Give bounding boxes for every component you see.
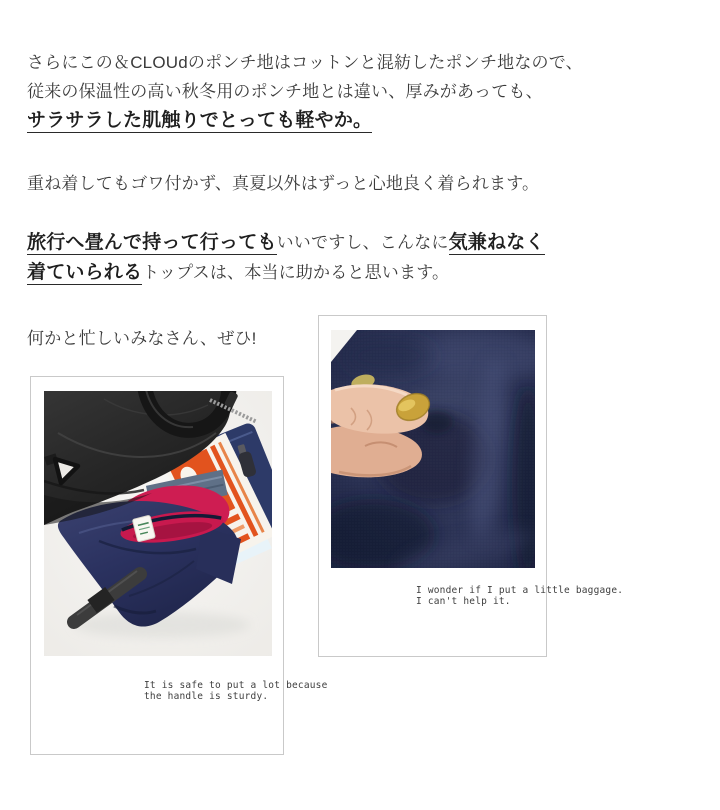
backpack-illustration (44, 391, 272, 656)
caption-line-2: the handle is sturdy. (144, 691, 269, 702)
caption-line-1: It is safe to put a lot because (144, 680, 328, 691)
paragraph-travel (27, 228, 545, 288)
paragraph-closing: 何かと忙しいみなさん、ぜひ! (27, 329, 257, 348)
emphasized-underlined-text: 気兼ねなく (448, 232, 545, 253)
paragraph-layering: 重ね着してもゴワ付かず、真夏以外はずっと心地良く着られます。 (27, 174, 540, 193)
regular-text: いいですし、こんなに (276, 233, 449, 252)
text-line-1 (27, 228, 545, 258)
photo-caption-right (416, 585, 623, 607)
photo-card-backpack (30, 376, 328, 755)
text-line-2 (27, 258, 545, 288)
text-line-2: 従来の保温性の高い秋冬用のポンチ地とは違い、厚みがあっても、 (27, 82, 543, 101)
photo-caption-left (144, 680, 328, 702)
fabric-pinch-photo (331, 330, 535, 568)
fabric-pinch-illustration (331, 330, 535, 568)
backpack-photo (44, 391, 272, 656)
caption-line-2: I can't help it. (416, 596, 511, 607)
paragraph-fabric-feature (27, 48, 583, 135)
photo-card-fabric (318, 315, 624, 657)
emphasized-underlined-text: サラサラした肌触りでとっても軽やか。 (27, 110, 373, 131)
regular-text: トップスは、本当に助かると思います。 (142, 263, 450, 282)
text-line-1: さらにこの＆CLOUdのポンチ地はコットンと混紡したポンチ地なので、 (27, 53, 583, 72)
emphasized-underlined-text: 着ていられる (27, 262, 143, 283)
text-line-3 (27, 106, 583, 135)
caption-line-1: I wonder if I put a little baggage. (416, 585, 624, 596)
emphasized-underlined-text: 旅行へ畳んで持って行っても (27, 232, 277, 253)
